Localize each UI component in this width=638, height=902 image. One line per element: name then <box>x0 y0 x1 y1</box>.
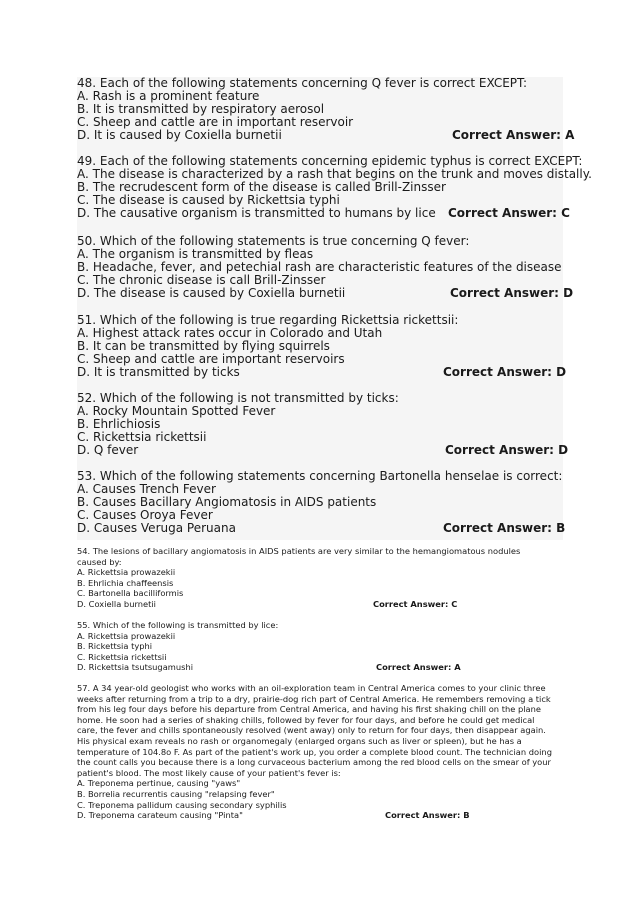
question-52-stem: 52. Which of the following is not transmitted by ticks: <box>77 391 399 405</box>
question-51-option-b: B. It can be transmitted by flying squirrels <box>77 339 330 353</box>
question-55-option-b: B. Rickettsia typhi <box>77 641 153 652</box>
question-55-option-c: C. Rickettsia rickettsii <box>77 651 167 662</box>
question-50-option-d-row <box>77 286 574 300</box>
question-57-correct-answer: Correct Answer: B <box>385 810 470 821</box>
question-55-stem: 55. Which of the following is transmitted by lice: <box>77 620 279 630</box>
question-48-stem: 48. Each of the following statements concerning Q fever is correct EXCEPT: <box>77 76 528 90</box>
question-53-correct-answer: Correct Answer: B <box>443 521 566 535</box>
question-48-option-b: B. It is transmitted by respiratory aerosol <box>77 102 325 116</box>
question-52-option-d-row <box>77 443 569 457</box>
question-51-option-c: C. Sheep and cattle are important reservoirs <box>77 352 345 366</box>
question-53-option-b: B. Causes Bacillary Angiomatosis in AIDS patients <box>77 495 377 509</box>
question-52-option-c: C. Rickettsia rickettsii <box>77 430 207 444</box>
question-49-option-c: C. The disease is caused by Rickettsia typhi <box>77 193 340 207</box>
question-52-option-b: B. Ehrlichiosis <box>77 417 161 431</box>
question-54-option-c: C. Bartonella bacilliformis <box>77 588 184 599</box>
question-57-block <box>77 683 563 821</box>
question-50-correct-answer: Correct Answer: D <box>450 286 574 300</box>
question-57-option-d-row <box>77 810 563 821</box>
question-55-option-a: A. Rickettsia prowazekii <box>77 630 176 641</box>
question-57-stem: 57. A 34 year-old geologist who works with an oil-exploration team in Central America comes to your clinic three weeks after returning from a trip to a dry, prairie-dog rich part of Central America. He remembers removing a tick from his leg four days before his departure from Central America, and having his first shaking chill on the plane home. He soon had a series of shaking chills, followed by fever for four days, and before he could get medical care, the fever and chills spontaneously resolved (went away) only to return for four days, then disappear again. His physical exam reveals no rash or organomegaly (enlarged organs such as liver or spleen), but he has a temperature of 104.8o F. As part of the patient's work up, you order a complete blood count. The technician doing the count calls you because there is a long curvaceous bacterium among the red blood cells on the smear of your patient's blood. The most likely cause of your patient's fever is: <box>77 683 552 778</box>
question-55-correct-answer: Correct Answer: A <box>376 662 461 673</box>
question-53-option-a: A. Causes Trench Fever <box>77 482 216 496</box>
question-55-option-d: D. Rickettsia tsutsugamushi <box>77 662 194 673</box>
question-48-option-d-row <box>77 128 575 142</box>
question-57-option-b: B. Borrelia recurrentis causing "relapsing fever" <box>77 788 275 799</box>
question-53-block <box>77 469 566 540</box>
question-50-option-c: C. The chronic disease is call Brill-Zinsser <box>77 273 326 287</box>
question-55-option-d-row <box>77 662 563 673</box>
question-53-option-c: C. Causes Oroya Fever <box>77 508 213 522</box>
question-50-option-b: B. Headache, fever, and petechial rash are characteristic features of the disease <box>77 260 562 274</box>
question-48-option-c: C. Sheep and cattle are in important reservoir <box>77 115 354 129</box>
question-48-correct-answer: Correct Answer: A <box>452 128 575 142</box>
question-54-option-d-row <box>77 599 563 610</box>
question-49-option-d: D. The causative organism is transmitted to humans by lice <box>77 206 436 220</box>
question-54-stem-line-1: 54. The lesions of bacillary angiomatosis in AIDS patients are very similar to the hemangiomatous nodules <box>77 546 521 556</box>
question-48-option-d: D. It is caused by Coxiella burnetii <box>77 128 282 142</box>
question-48-option-a: A. Rash is a prominent feature <box>77 89 260 103</box>
question-53-option-d: D. Causes Veruga Peruana <box>77 521 236 535</box>
question-51-option-d-row <box>77 365 567 379</box>
question-49-option-d-row <box>77 206 570 220</box>
question-49-correct-answer: Correct Answer: C <box>448 206 570 220</box>
question-50-option-a: A. The organism is transmitted by fleas <box>77 247 314 261</box>
question-50-block <box>77 234 574 315</box>
question-54-correct-answer: Correct Answer: C <box>373 598 458 609</box>
question-49-option-a: A. The disease is characterized by a rash that begins on the trunk and moves distally. <box>77 167 592 181</box>
question-54-stem-line-2: caused by: <box>77 556 122 567</box>
question-51-block <box>77 313 567 392</box>
question-54-option-a: A. Rickettsia prowazekii <box>77 567 176 578</box>
question-55-block <box>77 620 563 673</box>
question-57-option-c: C. Treponema pallidum causing secondary syphilis <box>77 799 287 810</box>
question-50-option-d: D. The disease is caused by Coxiella burnetii <box>77 286 346 300</box>
question-52-correct-answer: Correct Answer: D <box>445 443 569 457</box>
question-51-option-a: A. Highest attack rates occur in Colorado and Utah <box>77 326 383 340</box>
question-49-option-b: B. The recrudescent form of the disease is called Brill-Zinsser <box>77 180 446 194</box>
question-50-stem: 50. Which of the following statements is true concerning Q fever: <box>77 234 470 248</box>
question-51-option-d: D. It is transmitted by ticks <box>77 365 240 379</box>
question-49-stem: 49. Each of the following statements concerning epidemic typhus is correct EXCEPT: <box>77 154 583 168</box>
question-53-stem: 53. Which of the following statements concerning Bartonella henselae is correct: <box>77 469 563 483</box>
question-54-block <box>77 546 563 610</box>
question-51-correct-answer: Correct Answer: D <box>443 365 567 379</box>
question-52-block <box>77 391 569 470</box>
question-51-stem: 51. Which of the following is true regarding Rickettsia rickettsii: <box>77 313 459 327</box>
question-54-option-d: D. Coxiella burnetii <box>77 598 156 609</box>
question-57-option-a: A. Treponema pertinue, causing "yaws" <box>77 778 241 789</box>
question-54-option-b: B. Ehrlichia chaffeensis <box>77 577 174 588</box>
question-52-option-a: A. Rocky Mountain Spotted Fever <box>77 404 276 418</box>
question-48-block <box>77 76 592 235</box>
question-57-option-d: D. Treponema carateum causing "Pinta" <box>77 810 243 821</box>
question-53-option-d-row <box>77 521 566 535</box>
question-52-option-d: D. Q fever <box>77 443 139 457</box>
